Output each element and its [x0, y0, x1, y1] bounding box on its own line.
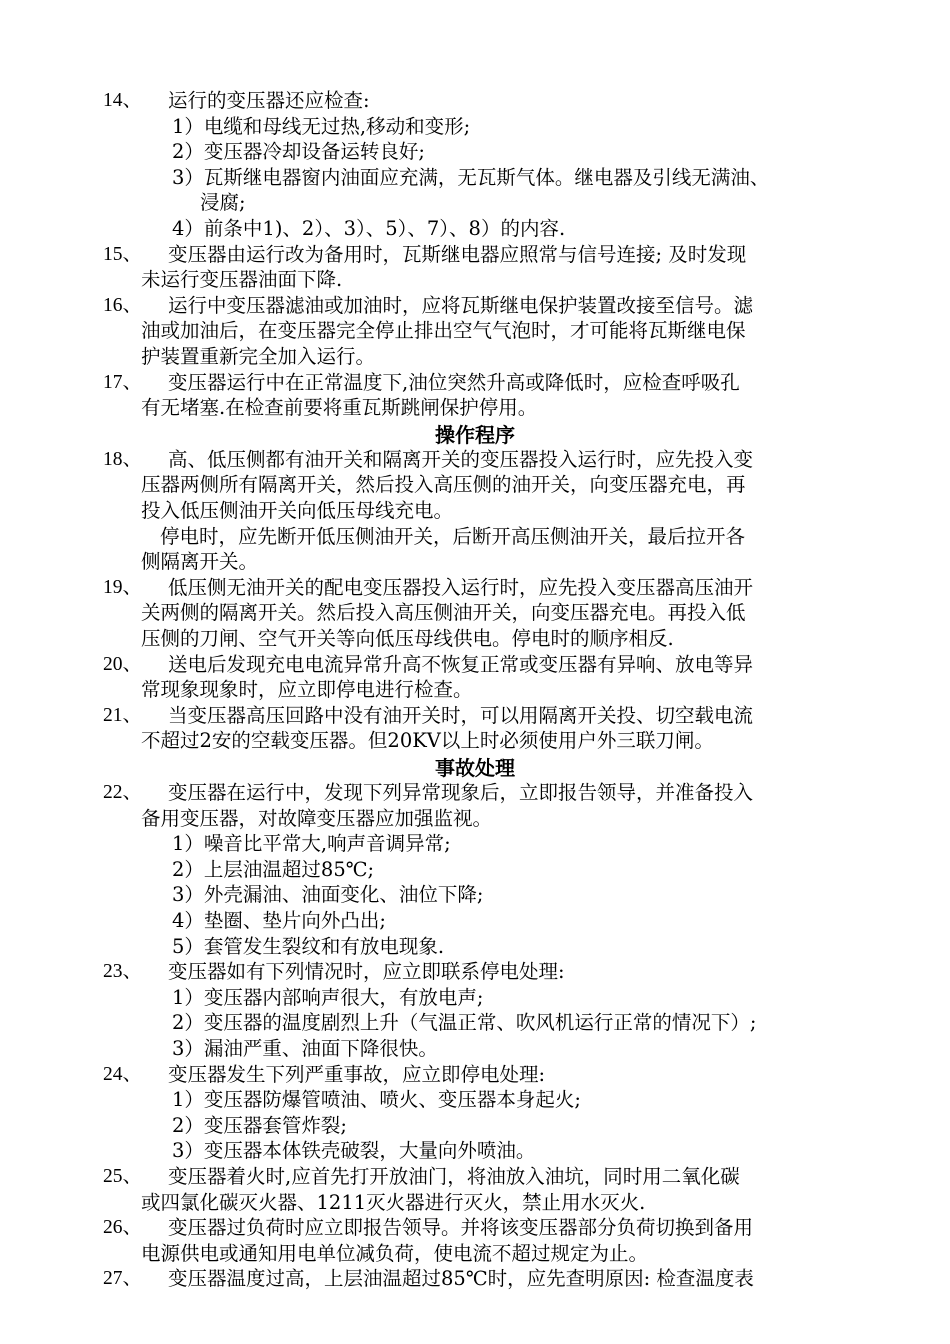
item-number: 25、 [103, 1166, 143, 1187]
numbered-item [0, 242, 950, 267]
item-text: 关两侧的隔离开关。然后投入高压侧油开关，向变压器充电。再投入低 [141, 601, 746, 625]
numbered-item [0, 447, 950, 472]
item-text: 护装置重新完全加入运行。 [141, 345, 376, 368]
numbered-item [0, 88, 950, 113]
numbered-item [0, 1266, 950, 1291]
item-line [0, 472, 950, 497]
sub-item: 2）上层油温超过85℃; [172, 857, 375, 881]
section-heading: 事故处理 [435, 756, 515, 780]
sub-item-line: 浸腐; [200, 191, 246, 215]
item-number: 22、 [103, 782, 143, 803]
item-text: 变压器运行中在正常温度下,油位突然升高或降低时，应检查呼吸孔 [168, 370, 740, 394]
item-line [0, 1190, 950, 1215]
item-number: 19、 [103, 576, 143, 598]
sub-item: 3）漏油严重、油面下降很快。 [172, 1037, 438, 1060]
numbered-item [0, 293, 950, 318]
item-text: 低压侧无油开关的配电变压器投入运行时，应先投入变压器高压油开 [168, 575, 754, 599]
numbered-item [0, 1164, 950, 1189]
item-number: 14、 [103, 90, 143, 111]
item-text: 电源供电或通知用电单位减负荷，使电流不超过规定为止。 [141, 1241, 649, 1265]
item-text: 当变压器高压回路中没有油开关时，可以用隔离开关投、切空载电流 [168, 703, 754, 727]
item-text: 有无堵塞.在检查前要将重瓦斯跳闸保护停用。 [141, 396, 538, 420]
sub-item: 5）套管发生裂纹和有放电现象. [172, 934, 445, 958]
item-number: 27、 [103, 1268, 143, 1290]
sub-item: 1）噪音比平常大,响声音调异常; [172, 832, 451, 856]
numbered-item [0, 703, 950, 728]
item-number: 15、 [103, 243, 143, 265]
paragraph-line: 停电时，应先断开低压侧油开关，后断开高压侧油开关，最后拉开各 [160, 524, 746, 548]
item-number: 18、 [103, 448, 143, 470]
item-line [0, 626, 950, 651]
item-line [0, 600, 950, 625]
item-line [0, 267, 950, 292]
item-text: 变压器发生下列严重事故，应立即停电处理: [168, 1062, 546, 1086]
item-number: 24、 [103, 1063, 143, 1085]
item-text: 不超过2安的空载变压器。但20KV以上时必须使用户外三联刀闸。 [141, 729, 714, 753]
item-text: 或四氯化碳灭火器、1211灭火器进行灭火，禁止用水灭火. [141, 1190, 646, 1214]
sub-item: 1）变压器防爆管喷油、喷火、变压器本身起火; [172, 1088, 581, 1112]
sub-item: 3）瓦斯继电器窗内油面应充满，无瓦斯气体。继电器及引线无满油、 [172, 165, 770, 189]
sub-item: 1）电缆和母线无过热,移动和变形; [172, 114, 471, 138]
item-line [0, 344, 950, 369]
item-text: 送电后发现充电电流异常升高不恢复正常或变压器有异响、放电等异 [168, 652, 754, 676]
item-number: 26、 [103, 1217, 143, 1239]
item-line [0, 498, 950, 523]
numbered-item [0, 1062, 950, 1087]
item-text: 备用变压器，对故障变压器应加强监视。 [141, 806, 493, 830]
item-number: 21、 [103, 704, 143, 726]
item-text: 变压器着火时,应首先打开放油门，将油放入油坑，同时用二氧化碳 [168, 1165, 740, 1188]
sub-item: 2）变压器套管炸裂; [172, 1113, 347, 1137]
numbered-item [0, 959, 950, 984]
item-text: 未运行变压器油面下降. [141, 268, 343, 292]
numbered-item [0, 575, 950, 600]
section-heading: 操作程序 [435, 422, 515, 447]
numbered-item [0, 652, 950, 677]
numbered-item [0, 780, 950, 805]
sub-item: 4）前条中1)、2）、3）、5）、7）、8）的内容. [172, 217, 566, 240]
numbered-item [0, 370, 950, 395]
paragraph-line: 侧隔离开关。 [141, 550, 259, 574]
item-text: 投入低压侧油开关向低压母线充电。 [141, 499, 454, 522]
item-number: 16、 [103, 294, 143, 316]
item-number: 17、 [103, 371, 143, 393]
item-line [0, 318, 950, 343]
numbered-item [0, 1215, 950, 1240]
item-line [0, 728, 950, 753]
sub-item: 3）变压器本体铁壳破裂，大量向外喷油。 [172, 1139, 536, 1163]
item-text: 变压器过负荷时应立即报告领导。并将该变压器部分负荷切换到备用 [168, 1216, 754, 1240]
sub-item: 1）变压器内部响声很大，有放电声; [172, 985, 484, 1009]
item-number: 23、 [103, 961, 143, 983]
item-text: 变压器由运行改为备用时，瓦斯继电器应照常与信号连接; 及时发现 [168, 242, 747, 266]
item-text: 运行的变压器还应检查: [168, 89, 370, 112]
sub-item: 3）外壳漏油、油面变化、油位下降; [172, 883, 484, 907]
item-line [0, 677, 950, 702]
sub-item: 2）变压器冷却设备运转良好; [172, 140, 425, 164]
sub-item: 4）垫圈、垫片向外凸出; [172, 909, 386, 932]
sub-item: 2）变压器的温度剧烈上升（气温正常、吹风机运行正常的情况下）; [172, 1011, 757, 1035]
item-text: 压侧的刀闸、空气开关等向低压母线供电。停电时的顺序相反. [141, 627, 674, 650]
item-text: 常现象现象时，应立即停电进行检查。 [141, 678, 473, 702]
item-line [0, 806, 950, 831]
item-line [0, 1241, 950, 1266]
item-text: 油或加油后，在变压器完全停止排出空气气泡时，才可能将瓦斯继电保 [141, 319, 746, 343]
item-text: 高、低压侧都有油开关和隔离开关的变压器投入运行时，应先投入变 [168, 447, 754, 471]
item-text: 变压器如有下列情况时，应立即联系停电处理: [168, 960, 565, 984]
item-text: 压器两侧所有隔离开关，然后投入高压侧的油开关，向变压器充电，再 [141, 473, 746, 497]
item-text: 变压器温度过高，上层油温超过85℃时，应先查明原因: 检查温度表 [168, 1267, 754, 1291]
item-line [0, 395, 950, 420]
item-text: 变压器在运行中，发现下列异常现象后，立即报告领导，并准备投入 [168, 781, 754, 804]
item-text: 运行中变压器滤油或加油时，应将瓦斯继电保护装置改接至信号。滤 [168, 293, 754, 317]
item-number: 20、 [103, 653, 143, 675]
